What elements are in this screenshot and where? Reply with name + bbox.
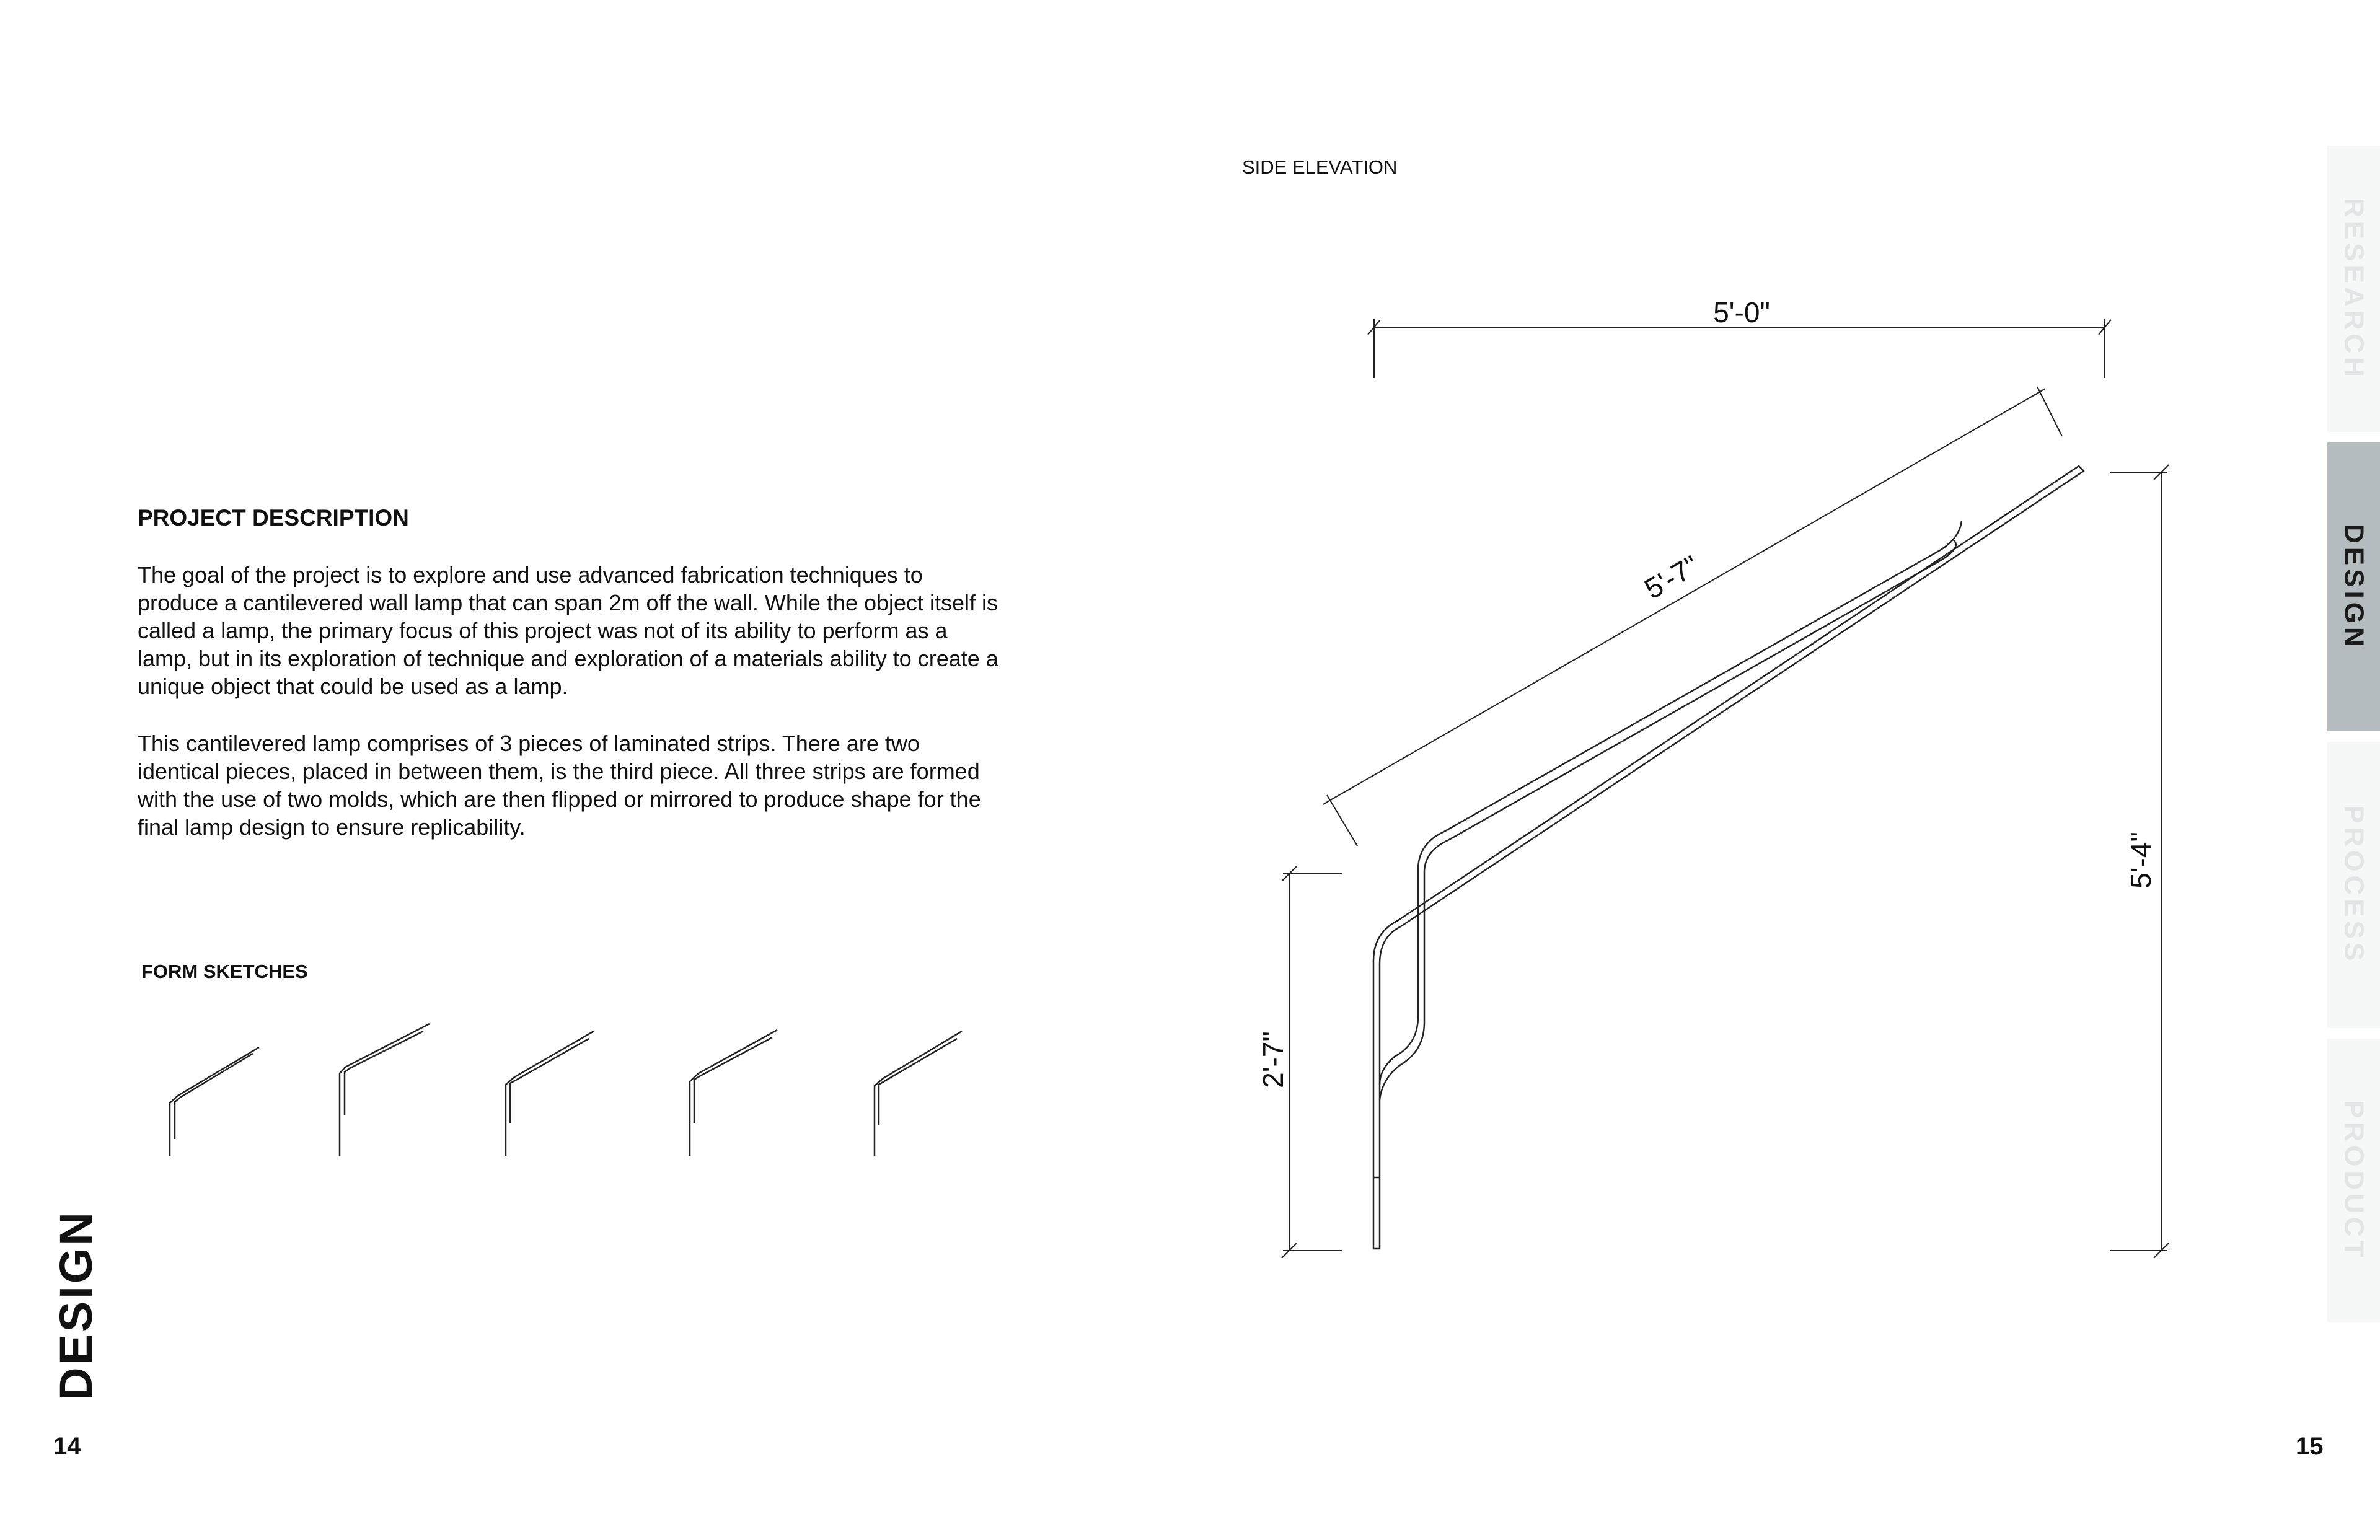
- description-paragraph-2: This cantilevered lamp comprises of 3 pieces of laminated strips. There are two identical pieces, placed in between them, is the third piece. All three strips are formed with the use of two molds, which are then flipped or mirrored to produce shape for the final lamp design to ensure replicability.: [138, 731, 981, 840]
- project-description-heading: PROJECT DESCRIPTION: [138, 505, 409, 530]
- page-number-left: 14: [53, 1433, 81, 1460]
- tab-research-label: RESEARCH: [2338, 197, 2369, 381]
- tab-process-label: PROCESS: [2338, 805, 2369, 965]
- tab-research[interactable]: [2327, 146, 2380, 432]
- lamp-middle-strip: [1380, 521, 1962, 1085]
- side-elevation-heading: SIDE ELEVATION: [1242, 156, 1398, 178]
- tab-process[interactable]: [2327, 742, 2380, 1028]
- dimension-lower-height: [1282, 866, 1342, 1258]
- dimension-label-top-width: 5'-0": [1713, 296, 1770, 328]
- description-paragraph-1: The goal of the project is to explore and use advanced fabrication techniques to produce a cantilevered wall lamp that can span 2m off the wall. While the object itself is called a lamp, the primary focus of this project was not of its ability to perform as a lamp, but in its exploration of technique and exploration of a materials ability to create a unique object that could be used as a lamp.: [138, 562, 998, 699]
- lamp-outer-strip: [1373, 466, 2084, 1249]
- form-sketches-heading: FORM SKETCHES: [141, 961, 308, 982]
- dimension-label-lower-height: 2'-7": [1257, 1031, 1289, 1088]
- section-title: DESIGN: [50, 1210, 102, 1401]
- dimension-label-diagonal: 5'-7": [1639, 548, 1704, 605]
- tab-design[interactable]: [2327, 442, 2380, 731]
- tab-design-label: DESIGN: [2338, 523, 2369, 651]
- tab-product[interactable]: [2327, 1039, 2380, 1322]
- page-number-right: 15: [2296, 1433, 2324, 1460]
- dimension-label-overall-height: 5'-4": [2125, 832, 2157, 889]
- tab-product-label: PRODUCT: [2338, 1100, 2369, 1261]
- dimension-diagonal-length: [1323, 387, 2062, 846]
